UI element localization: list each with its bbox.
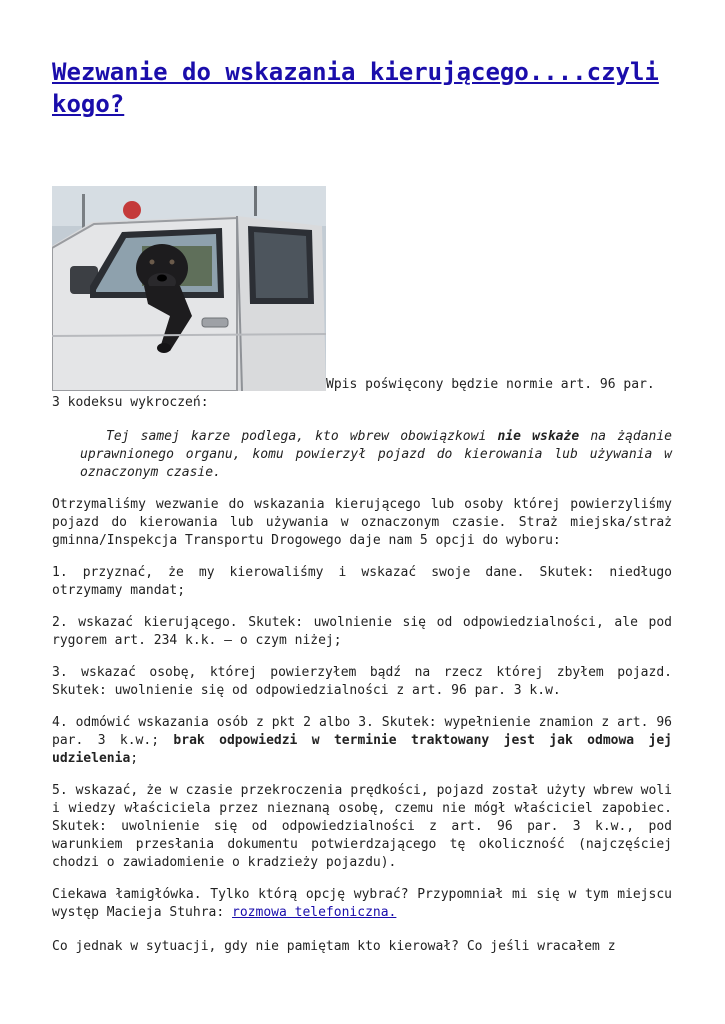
option-5: 5. wskazać, że w czasie przekroczenia prędkości, pojazd został użyty wbrew woli i wiedzy właściciela przez nieznaną osobę, czemu nie mógł właściciel zapobiec. Skutek: uwolnienie się od odpowiedzialności z art. 96 par. 3 k.w., pod warunkiem przesłania dokumentu potwierdzającego tę okoliczność (najczęściej chodzi o zawiadomienie o kradzieży pojazdu). xyxy=(52,783,672,870)
option-4-bold: brak odpowiedzi w terminie traktowany jest jak odmowa jej udzielenia xyxy=(52,733,672,766)
option-1: 1. przyznać, że my kierowaliśmy i wskazać swoje dane. Skutek: niedługo otrzymamy mandat; xyxy=(52,565,672,598)
article-title-link[interactable]: Wezwanie do wskazania kierującego....czyli kogo? xyxy=(52,58,659,118)
paragraph-summons: Otrzymaliśmy wezwanie do wskazania kierującego lub osoby której powierzyliśmy pojazd do kierowania lub używania w oznaczonym czasie. Straż miejska/straż gminna/Inspekcja Transportu Drogowego daje nam 5 opcji do wyboru: xyxy=(52,497,672,548)
quote-bold: nie wskaże xyxy=(497,429,580,444)
dog-in-truck-photo xyxy=(52,186,326,391)
puzzle-text: Ciekawa łamigłówka. Tylko którą opcję wybrać? Przypomniał mi się w tym miejscu występ Macieja Stuhra: xyxy=(52,887,672,920)
option-4 xyxy=(52,714,672,768)
option-4-end: ; xyxy=(130,751,139,766)
option-2: 2. wskazać kierującego. Skutek: uwolnienie się od odpowiedzialności, ale pod rygorem art. 234 k.k. – o czym niżej; xyxy=(52,615,672,648)
quote-text-end: na żądanie uprawnionego organu, komu powierzył pojazd do kierowania lub używania w oznaczonym czasie. xyxy=(80,429,673,480)
intro-line-1: Wpis poświęcony będzie normie art. 96 par. xyxy=(326,377,655,392)
article-title xyxy=(52,56,672,120)
quote-text-start: Tej samej karze podlega, kto wbrew obowiązkowi xyxy=(106,429,498,444)
phone-call-link[interactable]: rozmowa telefoniczna. xyxy=(232,905,397,920)
intro-line-2: 3 kodeksu wykroczeń: xyxy=(52,395,209,410)
option-4-text: 4. odmówić wskazania osób z pkt 2 albo 3. Skutek: wypełnienie znamion z art. 96 par. 3 k.w.; xyxy=(52,715,672,748)
dog-in-pickup-truck-illustration xyxy=(52,186,326,391)
paragraph-puzzle xyxy=(52,886,672,922)
paragraph-question: Co jednak w sytuacji, gdy nie pamiętam kto kierował? Co jeśli wracałem z xyxy=(52,939,616,954)
statute-quote xyxy=(80,428,672,482)
option-3: 3. wskazać osobę, której powierzyłem bądź na rzecz której zbyłem pojazd. Skutek: uwolnienie się od odpowiedzialności z art. 96 par. 3 k.w. xyxy=(52,665,672,698)
